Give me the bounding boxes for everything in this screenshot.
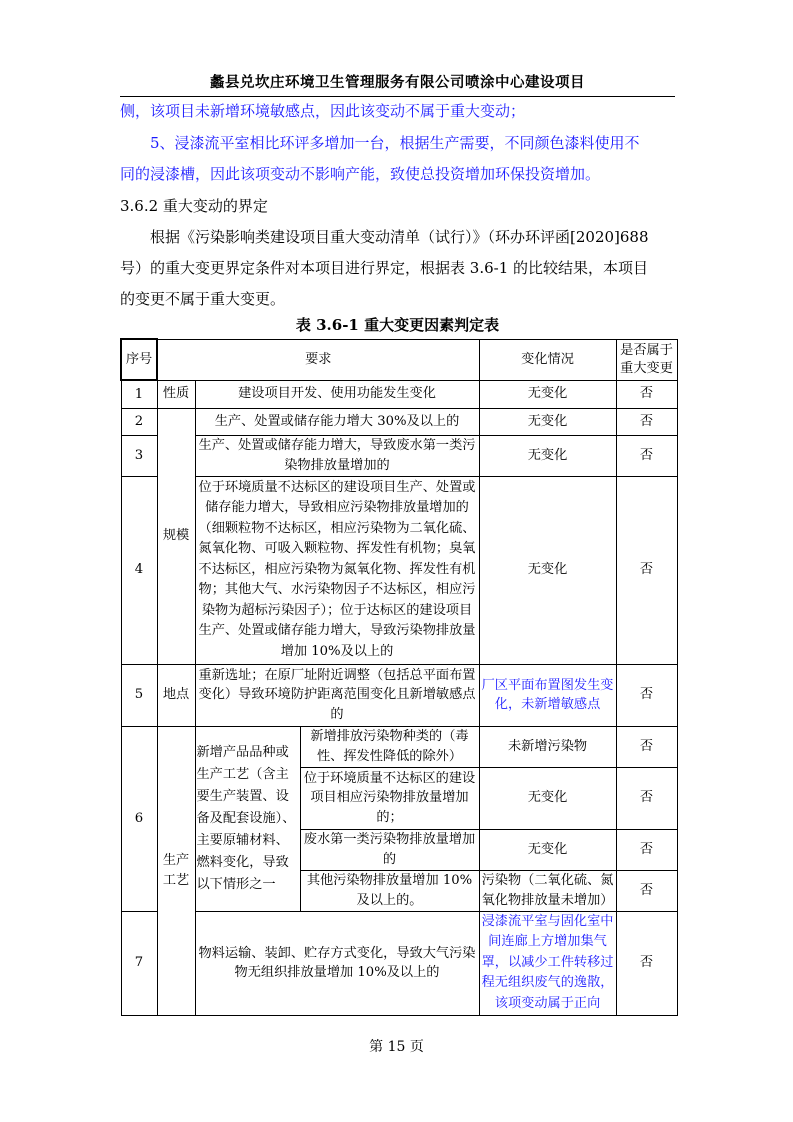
change: 浸漆流平室与固化室中间连廊上方增加集气罩，以减少工件转移过程无组织废气的逸散，该项变动属于正向 <box>479 911 616 1015</box>
requirement-main: 新增产品品种或生产工艺（含主要生产装置、设备及配套设施）、主要原辅材料、燃料变化，导致以下情形之一 <box>195 726 300 911</box>
major-change: 否 <box>616 726 677 767</box>
change: 未新增污染物 <box>479 726 616 767</box>
requirement: 建设项目开发、使用功能发生变化 <box>195 380 479 408</box>
change: 无变化 <box>479 829 616 870</box>
table-row <box>121 408 677 435</box>
page-header: 蠡县兑坎庄环境卫生管理服务有限公司喷涂中心建设项目 <box>120 70 675 97</box>
page-number: 第 15 页 <box>369 1039 424 1055</box>
change: 无变化 <box>479 380 616 408</box>
sub-requirement: 废水第一类污染物排放量增加的 <box>300 829 479 870</box>
header-major: 是否属于重大变更 <box>616 339 677 380</box>
category-scale: 规模 <box>157 408 195 664</box>
requirement: 位于环境质量不达标区的建设项目生产、处置或储存能力增大，导致相应污染物排放量增加的（细颗粒物不达标区，相应污染物为二氧化硫、氮氧化物、可吸入颗粒物、挥发性有机物；臭氧不达标区，相应污染物为氮氧化物、挥发性有机物；其他大气、水污染物因子不达标区，相应污染物为超标污染因子）；位于达标区的建设项目生产、处置或储存能力增大，导致污染物排放量增加 10%及以上的 <box>195 476 479 664</box>
major-change: 否 <box>616 870 677 911</box>
table-row <box>121 380 677 408</box>
category-process: 生产工艺 <box>157 726 195 1015</box>
section-heading: 3.6.2 重大变动的界定 <box>120 197 268 215</box>
category-location: 地点 <box>157 664 195 726</box>
paragraph-1: 侧，该项目未新增环境敏感点，因此该变动不属于重大变动； <box>120 102 526 120</box>
major-change: 否 <box>616 476 677 664</box>
major-change: 否 <box>616 664 677 726</box>
row-no: 4 <box>121 476 157 664</box>
sub-requirement: 新增排放污染物种类的（毒性、挥发性降低的除外） <box>300 726 479 767</box>
major-change: 否 <box>616 829 677 870</box>
requirement: 生产、处置或储存能力增大 30%及以上的 <box>195 408 479 435</box>
paragraph-2-line-1: 5、浸漆流平室相比环评多增加一台，根据生产需要，不同颜色漆料使用不 <box>150 134 640 152</box>
sub-requirement: 位于环境质量不达标区的建设项目相应污染物排放量增加的； <box>300 767 479 829</box>
change: 厂区平面布置图发生变化，未新增敏感点 <box>479 664 616 726</box>
row-no: 1 <box>121 380 157 408</box>
paragraph-3-line-3: 的变更不属于重大变更。 <box>120 290 286 308</box>
change: 无变化 <box>479 767 616 829</box>
major-change-table <box>120 338 678 1016</box>
sub-requirement: 其他污染物排放量增加 10%及以上的。 <box>300 870 479 911</box>
row-no: 3 <box>121 435 157 476</box>
row-no: 5 <box>121 664 157 726</box>
requirement: 生产、处置或储存能力增大，导致废水第一类污染物排放量增加的 <box>195 435 479 476</box>
requirement: 物料运输、装卸、贮存方式变化，导致大气污染物无组织排放量增加 10%及以上的 <box>195 911 479 1015</box>
table-header-row <box>121 339 677 380</box>
table-caption: 表 3.6-1 重大变更因素判定表 <box>295 316 500 334</box>
table-row <box>121 911 677 1015</box>
category-nature: 性质 <box>157 380 195 408</box>
header-change: 变化情况 <box>479 339 616 380</box>
paragraph-3-line-1: 根据《污染影响类建设项目重大变动清单（试行）》（环办环评函[2020]688 <box>150 228 649 246</box>
table-row <box>121 435 677 476</box>
header-no: 序号 <box>121 339 157 380</box>
major-change: 否 <box>616 408 677 435</box>
major-change: 否 <box>616 435 677 476</box>
paragraph-3-line-2: 号）的重大变更界定条件对本项目进行界定，根据表 3.6-1 的比较结果，本项目 <box>120 259 649 277</box>
requirement: 重新选址；在原厂址附近调整（包括总平面布置变化）导致环境防护距离范围变化且新增敏感点的 <box>195 664 479 726</box>
major-change: 否 <box>616 911 677 1015</box>
change: 污染物（二氧化硫、氮氧化物排放量未增加） <box>479 870 616 911</box>
header-requirement: 要求 <box>157 339 479 380</box>
table-row <box>121 726 677 767</box>
row-no: 6 <box>121 726 157 911</box>
major-change: 否 <box>616 380 677 408</box>
change: 无变化 <box>479 408 616 435</box>
row-no: 2 <box>121 408 157 435</box>
major-change: 否 <box>616 767 677 829</box>
table-row <box>121 476 677 664</box>
change: 无变化 <box>479 476 616 664</box>
row-no: 7 <box>121 911 157 1015</box>
table-row <box>121 664 677 726</box>
paragraph-2-line-2: 同的浸漆槽，因此该项变动不影响产能，致使总投资增加环保投资增加。 <box>120 165 601 183</box>
change: 无变化 <box>479 435 616 476</box>
